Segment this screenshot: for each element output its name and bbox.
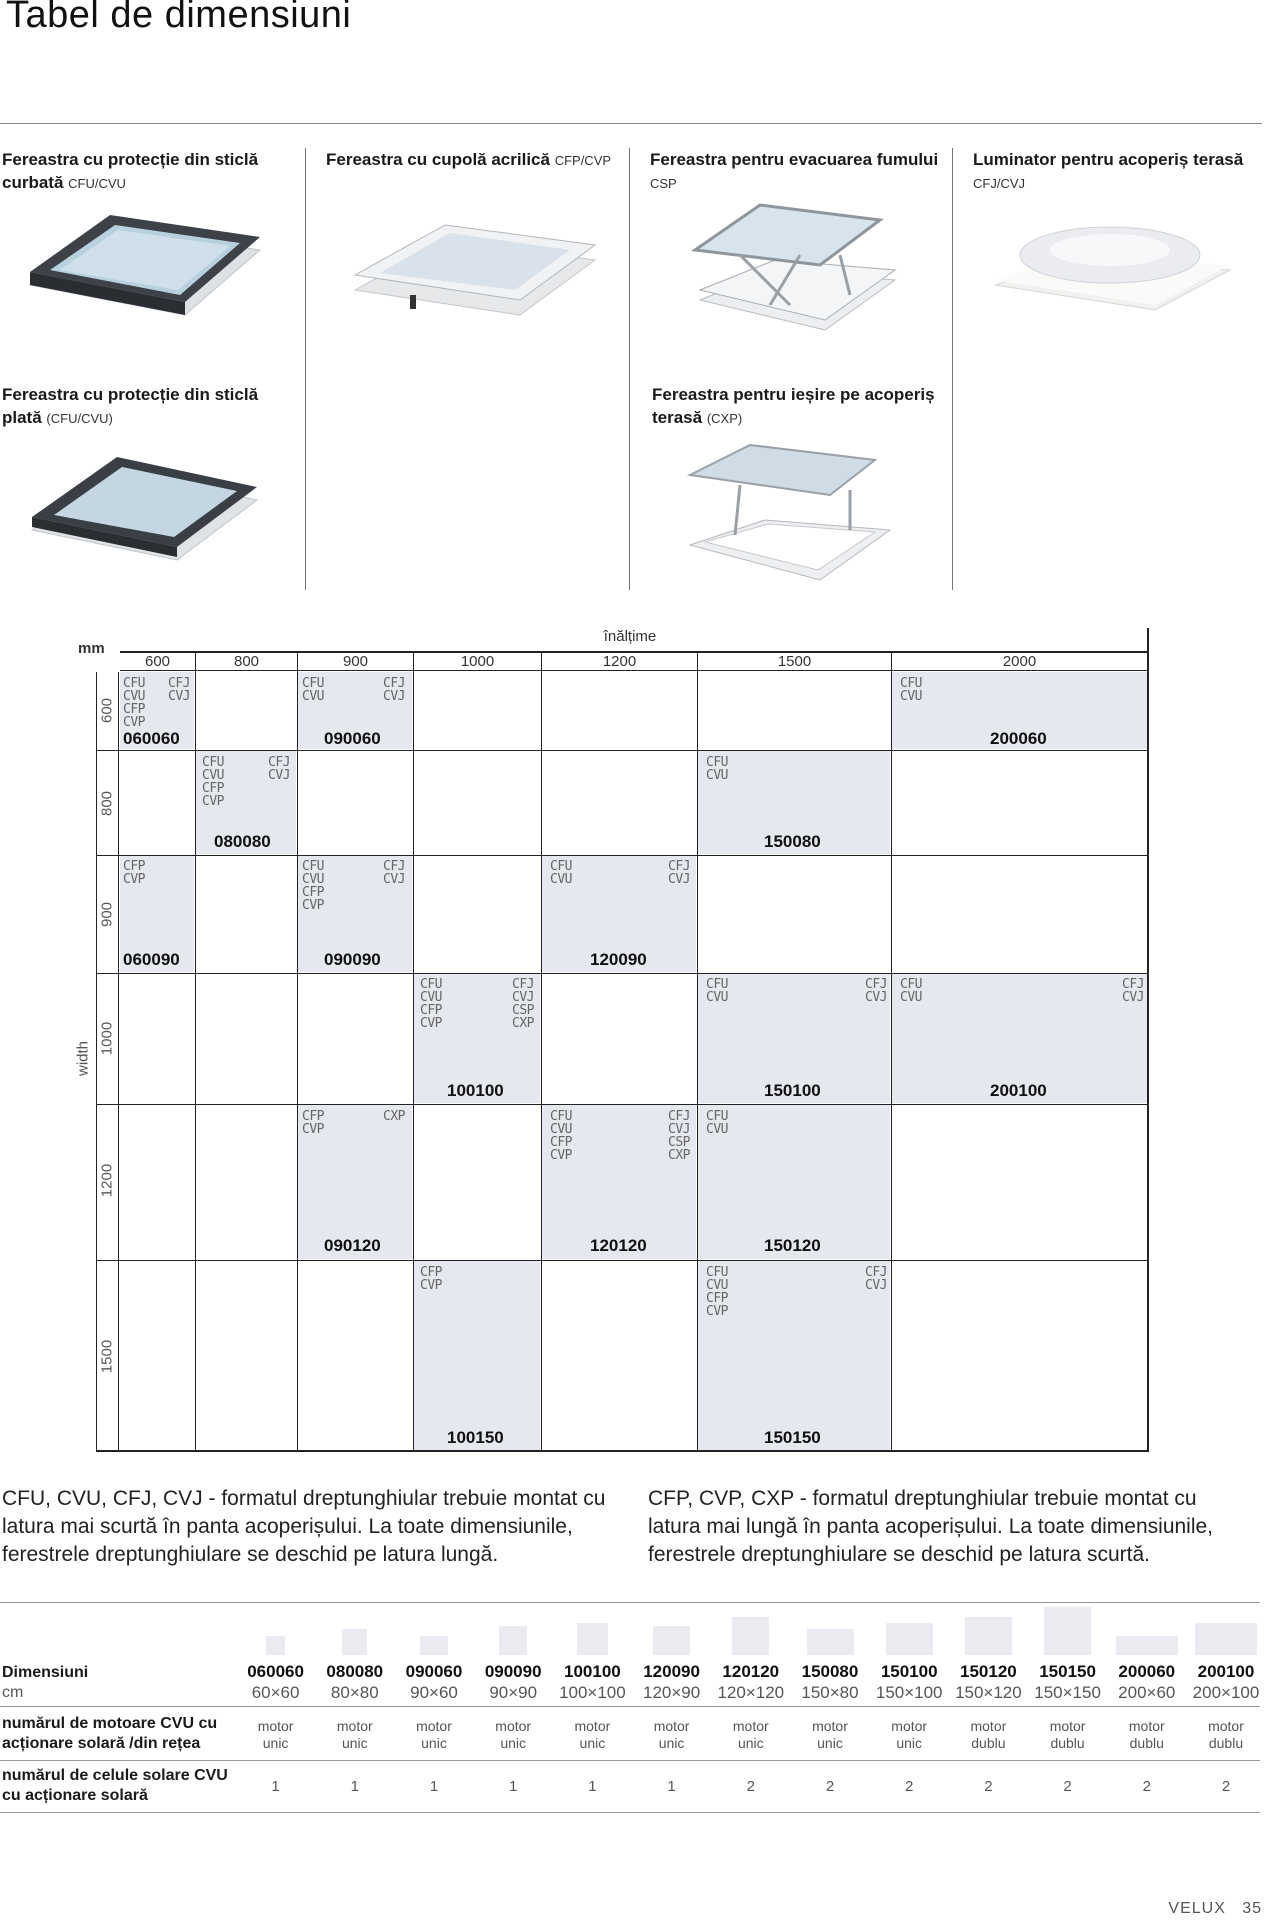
row-header-800: 800: [98, 790, 116, 817]
col-code: 150080: [801, 1662, 859, 1681]
row-line: [96, 1260, 1148, 1261]
cell-codes-right: CVJ: [865, 990, 887, 1005]
cell-codes-right: CFJ: [1122, 977, 1144, 992]
cell-codes-right: CFJ: [383, 676, 405, 691]
title-divider: [0, 123, 1262, 124]
cell-codes-left: CFP: [123, 859, 145, 874]
cell-codes-left: CFU: [202, 755, 224, 770]
cell-codes-right: CVJ: [512, 990, 534, 1005]
page-number: 35: [1242, 1900, 1262, 1917]
cell-codes-right: CFJ: [268, 755, 290, 770]
product-label-cxp: Fereastra pentru ieșire pe acoperiș terasă (CXP): [652, 385, 935, 427]
col-code: 080080: [326, 1662, 384, 1681]
cell-size-label: 200060: [990, 729, 1047, 748]
col-motor: motor unic: [574, 1718, 611, 1751]
col-header-1000: 1000: [460, 653, 495, 670]
cell-codes-right: CFJ: [512, 977, 534, 992]
col-solar-cells: 2: [1221, 1778, 1231, 1795]
col-cm: 120×90: [642, 1683, 701, 1702]
col-line: [297, 653, 298, 1452]
col-header-1500: 1500: [777, 653, 812, 670]
col-motor: motor unic: [732, 1718, 769, 1751]
col-motor: motor unic: [257, 1718, 294, 1751]
cell-codes-left: CFU: [706, 1265, 728, 1280]
product-label-cfj: Luminator pentru acoperiș terasă CFJ/CVJ: [973, 150, 1244, 191]
flat-roof-skylight-image: [990, 210, 1235, 320]
size-swatch: [1195, 1623, 1257, 1655]
cell-codes-left: CFP: [123, 702, 145, 717]
col-solar-cells: 2: [746, 1778, 755, 1795]
cell-codes-left: CFP: [302, 885, 324, 900]
smoke-vent-window-image: [680, 195, 910, 345]
col-solar-cells: 2: [825, 1778, 835, 1795]
cell-size-label: 100100: [447, 1081, 504, 1100]
cell-size-label: 150100: [764, 1081, 821, 1100]
cell-codes-left: CFP: [706, 1291, 728, 1306]
col-motor: motor unic: [416, 1718, 452, 1751]
cell-codes-left: CVU: [900, 689, 922, 704]
grid-bottom-line: [96, 1450, 1149, 1452]
cell-codes-left: CFP: [302, 1109, 324, 1124]
row-divider: [0, 1760, 1260, 1761]
cell-codes-right: CVJ: [383, 689, 405, 704]
cell-codes-left: CVU: [900, 990, 922, 1005]
cell-codes-left: CVP: [706, 1304, 728, 1319]
row-header-900: 900: [98, 901, 116, 928]
col-header-2000: 2000: [1002, 653, 1037, 670]
curved-glass-window-image: [20, 210, 270, 330]
row-header-1000: 1000: [98, 1021, 116, 1056]
size-swatch: [499, 1626, 527, 1655]
col-cm: 100×100: [559, 1683, 626, 1702]
cell-codes-left: CVP: [302, 898, 324, 913]
col-header-600: 600: [144, 653, 171, 670]
flat-glass-window-image: [22, 445, 262, 570]
row-label-motors: numărul de motoare CVU cu acționare solară /din rețea: [2, 1715, 218, 1752]
col-solar-cells: 1: [588, 1778, 597, 1795]
cell-codes-right: CSP: [668, 1135, 690, 1150]
cell-codes-right: CFJ: [668, 859, 690, 874]
product-label-cfp: Fereastra cu cupolă acrilică CFP/CVP: [326, 150, 612, 169]
col-solar-cells: 2: [984, 1778, 993, 1795]
col-cm: 60×60: [251, 1683, 300, 1702]
cell-codes-left: CFP: [420, 1265, 442, 1280]
col-motor: motor dublu: [1208, 1718, 1244, 1751]
size-swatch: [653, 1626, 690, 1655]
row-line: [96, 973, 1148, 974]
cell-codes-left: CVU: [302, 689, 324, 704]
grid-header-line: [120, 670, 1148, 671]
cell-size-label: 080080: [214, 832, 271, 851]
cell-codes-right: CVJ: [1122, 990, 1144, 1005]
cell-codes-right: CVJ: [865, 1278, 887, 1293]
col-line: [413, 653, 414, 1452]
cell-codes-left: CFU: [420, 977, 442, 992]
grid-left-line: [96, 672, 97, 1452]
cell-codes-left: CFU: [706, 977, 728, 992]
col-code: 200100: [1197, 1662, 1255, 1681]
cell-size-label: 090060: [324, 729, 381, 748]
cell-codes-left: CVU: [302, 872, 324, 887]
cell-size-label: 200100: [990, 1081, 1047, 1100]
col-cm: 150×150: [1034, 1683, 1101, 1702]
grid-right-line: [1147, 628, 1149, 1452]
product-divider: [629, 148, 630, 590]
product-label-cfu-plat: Fereastra cu protecție din sticlă plată (CFU/CVU): [2, 385, 259, 427]
product-label-csp: Fereastra pentru evacuarea fumului CSP: [650, 150, 939, 191]
cell-codes-right: CFJ: [865, 1265, 887, 1280]
row-label-dimensiuni: Dimensiuni: [2, 1664, 89, 1681]
col-solar-cells: 2: [1063, 1778, 1072, 1795]
cell-codes-left: CVU: [706, 990, 728, 1005]
col-motor: motor unic: [336, 1718, 373, 1751]
note-right: CFP, CVP, CXP - formatul dreptunghiular trebuie montat cu latura mai lungă în panta acoperișului. La toate dimensiunile, ferestrele dreptunghiulare se deschid pe latura scurtă.: [648, 1487, 1214, 1566]
cell-size-label: 060090: [123, 950, 180, 969]
col-motor: motor unic: [812, 1718, 848, 1751]
table-top-divider: [0, 1602, 1260, 1603]
row-header-1500: 1500: [98, 1339, 116, 1374]
col-motor: motor unic: [891, 1718, 928, 1751]
col-motor: motor unic: [495, 1718, 532, 1751]
col-line: [541, 653, 542, 1452]
col-code: 150120: [960, 1662, 1017, 1681]
cell-codes-left: CFU: [900, 977, 922, 992]
height-axis-label: înălțime: [603, 628, 657, 645]
cell-codes-right: CXP: [383, 1109, 405, 1124]
row-header-1200: 1200: [98, 1163, 116, 1198]
size-swatch: [266, 1636, 285, 1655]
cell-codes-right: CFJ: [168, 676, 190, 691]
brand-name: VELUX: [1168, 1900, 1226, 1917]
cell-size-label: 060060: [123, 729, 180, 748]
cell-codes-left: CFU: [706, 1109, 728, 1124]
cell-codes-left: CVP: [420, 1278, 442, 1293]
page-footer: [1168, 1900, 1262, 1918]
size-swatch: [577, 1623, 608, 1655]
row-label-solar-cells: numărul de celule solare CVU cu acționare solară: [2, 1767, 228, 1804]
cell-codes-left: CFP: [202, 781, 224, 796]
col-solar-cells: 1: [429, 1778, 439, 1795]
cell-size-label: 120090: [590, 950, 647, 969]
cell-codes-left: CVU: [550, 1122, 572, 1137]
col-cm: 120×120: [717, 1683, 785, 1702]
cell-codes-right: CSP: [512, 1003, 534, 1018]
grid-inner-left-line: [118, 672, 119, 1452]
cell-codes-right: CVJ: [168, 689, 190, 704]
cell-size-label: 100150: [447, 1428, 504, 1447]
col-solar-cells: 2: [905, 1778, 914, 1795]
col-code: 120090: [643, 1662, 700, 1681]
cell-codes-left: CVP: [420, 1016, 442, 1031]
col-motor: motor unic: [653, 1718, 690, 1751]
size-swatch: [807, 1629, 854, 1655]
cell-codes-left: CVP: [550, 1148, 572, 1163]
cell-codes-left: CVU: [706, 768, 728, 783]
row-line: [96, 1104, 1148, 1105]
cell-size-label: 090090: [324, 950, 381, 969]
col-line: [697, 653, 698, 1452]
row-line: [96, 750, 1148, 751]
cell-size-label: 150120: [764, 1236, 821, 1255]
col-code: 090060: [405, 1662, 463, 1681]
cell-codes-left: CFU: [550, 859, 572, 874]
acrylic-dome-window-image: [350, 215, 600, 325]
col-solar-cells: 1: [667, 1778, 676, 1795]
cell-codes-right: CVJ: [268, 768, 290, 783]
col-code: 090090: [484, 1662, 542, 1681]
col-cm: 150×80: [801, 1683, 859, 1702]
width-axis-label: width: [74, 1040, 92, 1077]
col-code: 150150: [1039, 1662, 1096, 1681]
cell-size-label: 150080: [764, 832, 821, 851]
cell-codes-left: CFU: [706, 755, 728, 770]
cell-codes-left: CVU: [706, 1278, 728, 1293]
cell-codes-left: CVP: [123, 872, 145, 887]
cell-size-label: 150150: [764, 1428, 821, 1447]
col-cm: 200×100: [1192, 1683, 1260, 1702]
col-code: 060060: [247, 1662, 304, 1681]
row-label-cm: cm: [2, 1684, 24, 1701]
cell-codes-right: CFJ: [383, 859, 405, 874]
col-cm: 90×90: [489, 1683, 538, 1702]
cell-codes-left: CFU: [302, 676, 324, 691]
col-solar-cells: 2: [1142, 1778, 1151, 1795]
note-left: CFU, CVU, CFJ, CVJ - formatul dreptunghiular trebuie montat cu latura mai scurtă în panta acoperișului. La toate dimensiunile, ferestrele dreptunghiulare se deschid pe latura lungă.: [2, 1487, 606, 1566]
cell-codes-left: CFU: [900, 676, 922, 691]
cell-codes-right: CXP: [668, 1148, 690, 1163]
col-cm: 150×100: [875, 1683, 943, 1702]
col-code: 100100: [564, 1662, 621, 1681]
product-divider: [305, 148, 306, 590]
table-bottom-divider: [0, 1812, 1260, 1813]
cell-codes-left: CVU: [202, 768, 224, 783]
col-line: [195, 653, 196, 1452]
row-divider: [0, 1706, 1260, 1707]
col-header-1200: 1200: [602, 653, 637, 670]
cell-size-label: 090120: [324, 1236, 381, 1255]
cell-codes-left: CFP: [420, 1003, 442, 1018]
col-motor: motor dublu: [1049, 1718, 1086, 1751]
page-title: Tabel de dimensiuni: [6, 0, 352, 36]
product-label-cfu-curbat: Fereastra cu protecție din sticlă curbată CFU/CVU: [2, 150, 259, 192]
row-header-600: 600: [98, 697, 116, 724]
unit-label: mm: [78, 640, 105, 657]
roof-exit-window-image: [680, 440, 900, 590]
cell-codes-left: CVU: [550, 872, 572, 887]
cell-codes-left: CVU: [706, 1122, 728, 1137]
cell-codes-right: CVJ: [668, 1122, 690, 1137]
size-swatch: [732, 1617, 769, 1655]
cell-codes-left: CVU: [420, 990, 442, 1005]
size-swatch: [1116, 1636, 1178, 1655]
cell-codes-left: CFU: [550, 1109, 572, 1124]
product-divider: [952, 148, 953, 590]
cell-codes-left: CVU: [123, 689, 145, 704]
cell-codes-left: CVP: [302, 1122, 324, 1137]
size-swatch: [886, 1623, 933, 1655]
col-line: [891, 653, 892, 1452]
cell-codes-left: CVP: [123, 715, 145, 730]
size-swatch: [420, 1636, 448, 1655]
size-swatch: [1044, 1607, 1091, 1655]
col-code: 150100: [880, 1662, 938, 1681]
col-motor: motor dublu: [1128, 1718, 1165, 1751]
cell-codes-right: CVJ: [668, 872, 690, 887]
col-header-800: 800: [233, 653, 260, 670]
cell-codes-right: CVJ: [383, 872, 405, 887]
cell-codes-left: CVP: [202, 794, 224, 809]
col-cm: 200×60: [1118, 1683, 1176, 1702]
cell-codes-right: CFJ: [865, 977, 887, 992]
col-solar-cells: 1: [509, 1778, 518, 1795]
cell-codes-right: CFJ: [668, 1109, 690, 1124]
cell-codes-left: CFU: [302, 859, 324, 874]
col-solar-cells: 1: [271, 1778, 280, 1795]
cell-codes-left: CFU: [123, 676, 145, 691]
size-swatch: [965, 1617, 1012, 1655]
col-motor: motor dublu: [970, 1718, 1007, 1751]
col-code: 120120: [722, 1662, 780, 1681]
cell-size-label: 120120: [590, 1236, 647, 1255]
cell-codes-left: CFP: [550, 1135, 572, 1150]
col-cm: 90×60: [410, 1683, 458, 1702]
row-line: [96, 855, 1148, 856]
col-header-900: 900: [342, 653, 369, 670]
col-solar-cells: 1: [350, 1778, 359, 1795]
size-swatch: [342, 1629, 367, 1655]
col-code: 200060: [1118, 1662, 1176, 1681]
col-cm: 150×120: [955, 1683, 1022, 1702]
col-cm: 80×80: [330, 1683, 379, 1702]
cell-codes-right: CXP: [512, 1016, 534, 1031]
